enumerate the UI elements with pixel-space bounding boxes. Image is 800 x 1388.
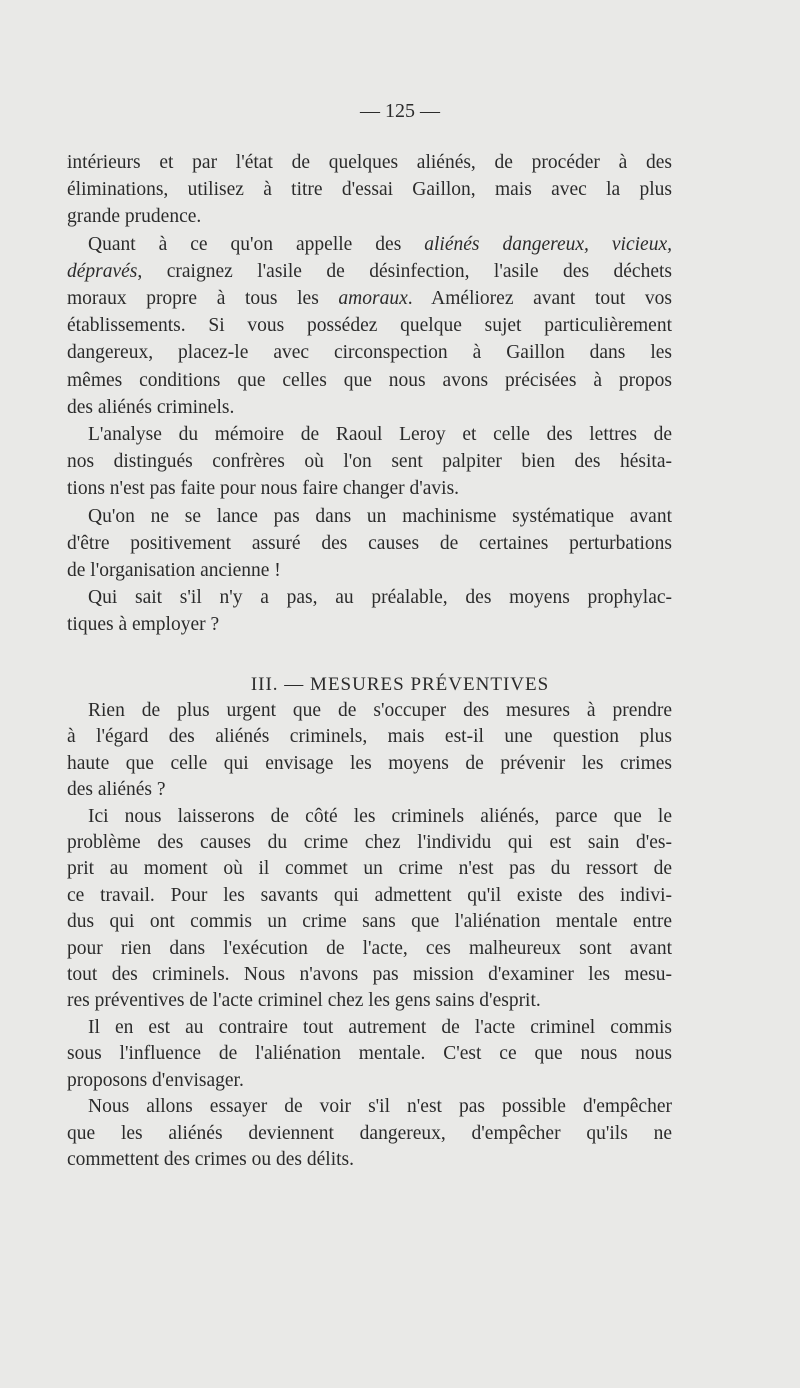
text-segment: L'analyse du mémoire de Raoul Leroy et celle des lettres de bbox=[88, 424, 672, 446]
text-segment: d'être positivement assuré des causes de certaines perturbations bbox=[67, 532, 672, 554]
paragraph bbox=[67, 804, 672, 1015]
text-line bbox=[67, 503, 672, 530]
text-block-bottom bbox=[67, 698, 672, 1173]
italic-text: amoraux bbox=[338, 288, 408, 310]
text-segment: , craignez l'asile de désinfection, l'asile des déchets bbox=[137, 260, 672, 282]
paragraph bbox=[67, 149, 672, 231]
text-line bbox=[67, 724, 672, 750]
text-segment: tout des criminels. Nous n'avons pas mission d'examiner les mesu- bbox=[67, 964, 672, 986]
paragraph bbox=[67, 231, 672, 421]
text-segment: moraux propre à tous les bbox=[67, 288, 339, 310]
text-line bbox=[67, 448, 672, 475]
text-line bbox=[67, 367, 672, 394]
text-line bbox=[67, 339, 672, 366]
text-segment: sous l'influence de l'aliénation mentale. C'est ce que nous nous bbox=[67, 1043, 672, 1065]
text-segment: . Améliorez avant tout vos bbox=[407, 288, 672, 310]
text-segment: des aliénés criminels. bbox=[67, 396, 235, 418]
text-segment: dus qui ont commis un crime sans que l'aliénation mentale entre bbox=[67, 911, 672, 933]
paragraph bbox=[67, 1015, 672, 1094]
text-line bbox=[67, 258, 672, 285]
text-segment: établissements. Si vous possédez quelque sujet particulièrement bbox=[67, 315, 672, 337]
text-segment: tions n'est pas faite pour nous faire changer d'avis. bbox=[67, 478, 460, 500]
text-line bbox=[67, 203, 672, 230]
text-line bbox=[67, 312, 672, 339]
text-line bbox=[67, 421, 672, 448]
text-segment: de l'organisation ancienne ! bbox=[67, 560, 281, 582]
text-segment: ce travail. Pour les savants qui admettent qu'il existe des indivi- bbox=[67, 884, 672, 906]
text-line bbox=[67, 611, 672, 638]
text-block-top bbox=[67, 149, 672, 639]
text-segment: que les aliénés deviennent dangereux, d'empêcher qu'ils ne bbox=[67, 1122, 672, 1144]
text-line bbox=[67, 1015, 672, 1041]
text-line bbox=[67, 988, 672, 1014]
paragraph bbox=[67, 698, 672, 804]
text-line bbox=[67, 856, 672, 882]
text-line bbox=[67, 394, 672, 421]
paragraph bbox=[67, 421, 672, 503]
text-line bbox=[67, 1094, 672, 1120]
text-segment: prit au moment où il commet un crime n'est pas du ressort de bbox=[67, 858, 672, 880]
text-segment: Rien de plus urgent que de s'occuper des mesures à prendre bbox=[88, 700, 672, 721]
text-line bbox=[67, 962, 672, 988]
text-line bbox=[67, 149, 672, 176]
text-segment: proposons d'envisager. bbox=[67, 1069, 244, 1091]
text-line bbox=[67, 936, 672, 962]
text-segment: Il en est au contraire tout autrement de l'acte criminel commis bbox=[88, 1016, 672, 1038]
text-segment: Qui sait s'il n'y a pas, au préalable, des moyens prophylac- bbox=[88, 587, 672, 609]
text-line bbox=[67, 909, 672, 935]
paragraph bbox=[67, 1094, 672, 1173]
text-segment: nos distingués confrères où l'on sent palpiter bien des hésita- bbox=[67, 451, 672, 473]
text-segment: dangereux, placez-le avec circonspection à Gaillon dans les bbox=[67, 342, 672, 364]
text-segment: mêmes conditions que celles que nous avons précisées à propos bbox=[67, 369, 672, 391]
text-line bbox=[67, 1147, 672, 1173]
text-segment: des aliénés ? bbox=[67, 779, 166, 801]
text-segment: Quant à ce qu'on appelle des bbox=[88, 233, 425, 255]
text-segment: Nous allons essayer de voir s'il n'est pas possible d'empêcher bbox=[88, 1096, 672, 1118]
text-segment: res préventives de l'acte criminel chez les gens sains d'esprit. bbox=[67, 990, 541, 1012]
italic-text: dépravés bbox=[67, 260, 138, 282]
text-line bbox=[67, 1121, 672, 1147]
text-segment: problème des causes du crime chez l'individu qui est sain d'es- bbox=[67, 832, 672, 854]
text-line bbox=[67, 777, 672, 803]
paragraph bbox=[67, 503, 672, 585]
text-segment: haute que celle qui envisage les moyens de prévenir les crimes bbox=[67, 752, 672, 774]
text-line bbox=[67, 176, 672, 203]
page-number: — 125 — bbox=[360, 100, 440, 122]
text-segment: Qu'on ne se lance pas dans un machinisme systématique avant bbox=[88, 505, 672, 527]
text-segment: tiques à employer ? bbox=[67, 614, 220, 636]
text-segment: pour rien dans l'exécution de l'acte, ces malheureux sont avant bbox=[67, 937, 672, 959]
text-line bbox=[67, 698, 672, 724]
text-segment: grande prudence. bbox=[67, 206, 202, 228]
text-segment: à l'égard des aliénés criminels, mais est-il une question plus bbox=[67, 726, 672, 748]
text-line bbox=[67, 751, 672, 777]
text-line bbox=[67, 285, 672, 312]
text-segment: Ici nous laisserons de côté les criminels aliénés, parce que le bbox=[88, 805, 672, 827]
section-heading: III. — MESURES PRÉVENTIVES bbox=[250, 674, 550, 695]
text-line bbox=[67, 1041, 672, 1067]
text-segment: éliminations, utilisez à titre d'essai Gaillon, mais avec la plus bbox=[67, 179, 672, 201]
text-line bbox=[67, 584, 672, 611]
text-line bbox=[67, 883, 672, 909]
italic-text: aliénés dangereux, vicieux, bbox=[424, 233, 672, 255]
text-line bbox=[67, 475, 672, 502]
text-line bbox=[67, 231, 672, 258]
text-line bbox=[67, 530, 672, 557]
text-line bbox=[67, 830, 672, 856]
text-line bbox=[67, 1068, 672, 1094]
text-segment: commettent des crimes ou des délits. bbox=[67, 1148, 355, 1170]
text-line bbox=[67, 804, 672, 830]
text-line bbox=[67, 557, 672, 584]
paragraph bbox=[67, 584, 672, 638]
text-segment: intérieurs et par l'état de quelques aliénés, de procéder à des bbox=[67, 152, 672, 173]
